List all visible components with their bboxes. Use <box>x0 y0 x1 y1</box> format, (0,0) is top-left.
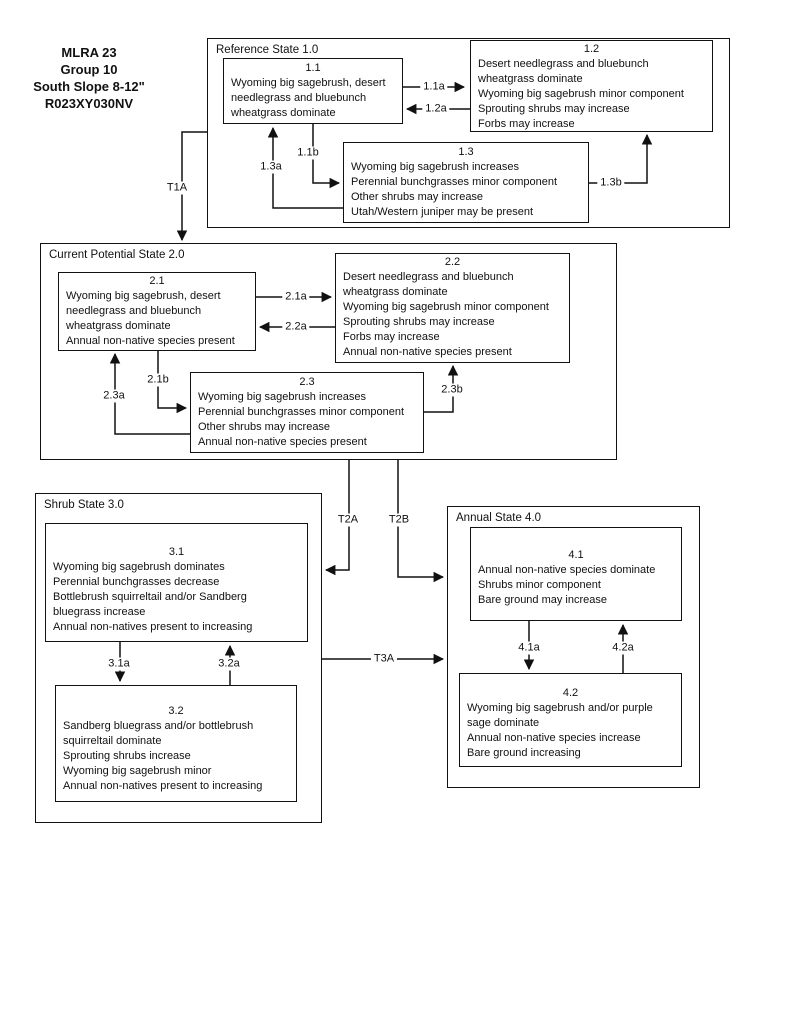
title-line-site-id: R023XY030NV <box>44 96 134 111</box>
state-label-current-potential: Current Potential State 2.0 <box>49 249 185 261</box>
transition-label-3-2a: 3.2a <box>215 658 242 671</box>
transition-label-2-1a: 2.1a <box>282 291 309 304</box>
community-box-1-1 <box>223 58 403 124</box>
box-title-4-2: 4.2 <box>562 687 579 699</box>
box-lines-2-2: Desert needlegrass and bluebunch wheatgrass dominate Wyoming big sagebrush minor component Sprouting shrubs may increase Forbs may increase Annual non-native species present <box>343 271 549 358</box>
box-lines-2-1: Wyoming big sagebrush, desert needlegrass and bluebunch wheatgrass dominate Annual non-native species present <box>66 290 235 347</box>
box-lines-1-1: Wyoming big sagebrush, desert needlegrass and bluebunch wheatgrass dominate <box>231 77 386 119</box>
transition-label-2-3a: 2.3a <box>100 390 127 403</box>
box-lines-3-2: Sandberg bluegrass and/or bottlebrush squirreltail dominate Sprouting shrubs increase Wyoming big sagebrush minor Annual non-natives present to increasing <box>63 720 263 792</box>
transition-label-2-3b: 2.3b <box>438 384 465 397</box>
site-title-block <box>14 44 164 112</box>
title-line-slope: South Slope 8-12" <box>33 79 145 94</box>
state-label-reference: Reference State 1.0 <box>216 44 319 56</box>
box-lines-1-2: Desert needlegrass and bluebunch wheatgrass dominate Wyoming big sagebrush minor component Sprouting shrubs may increase Forbs may increase <box>478 58 684 130</box>
community-box-4-1 <box>470 527 682 621</box>
box-lines-3-1: Wyoming big sagebrush dominates Perennial bunchgrasses decrease Bottlebrush squirreltail and/or Sandberg bluegrass increase Annual non-natives present to increasing <box>53 561 253 633</box>
transition-label-t2a: T2A <box>335 514 361 527</box>
box-title-2-2: 2.2 <box>444 256 461 268</box>
community-box-3-1 <box>45 523 308 642</box>
transition-label-2-1b: 2.1b <box>144 374 171 387</box>
box-title-1-1: 1.1 <box>305 62 321 74</box>
transition-label-t1a: T1A <box>164 182 190 195</box>
state-label-annual: Annual State 4.0 <box>456 512 542 524</box>
transition-label-1-1b: 1.1b <box>294 147 321 160</box>
transition-label-1-3b: 1.3b <box>597 177 624 190</box>
community-box-4-2 <box>459 673 682 767</box>
transition-label-t3a: T3A <box>371 653 397 666</box>
community-box-2-2 <box>335 253 570 363</box>
transition-label-t2b: T2B <box>386 514 412 527</box>
title-line-mlra: MLRA 23 <box>61 45 117 60</box>
box-lines-4-1: Annual non-native species dominate Shrubs minor component Bare ground may increase <box>478 564 656 606</box>
box-lines-4-2: Wyoming big sagebrush and/or purple sage dominate Annual non-native species increase Bare ground increasing <box>467 702 653 759</box>
transition-label-2-2a: 2.2a <box>282 321 309 334</box>
transition-label-4-2a: 4.2a <box>609 642 636 655</box>
box-lines-1-3: Wyoming big sagebrush increases Perennial bunchgrasses minor component Other shrubs may increase Utah/Western juniper may be present <box>351 161 558 218</box>
box-title-3-2: 3.2 <box>168 705 184 717</box>
community-box-2-1 <box>58 272 256 351</box>
box-title-2-1: 2.1 <box>149 275 165 287</box>
community-box-2-3 <box>190 372 424 453</box>
box-title-1-3: 1.3 <box>458 146 474 158</box>
state-label-shrub: Shrub State 3.0 <box>44 499 124 511</box>
transition-label-3-1a: 3.1a <box>105 658 132 671</box>
community-box-1-2 <box>470 40 713 132</box>
box-title-2-3: 2.3 <box>299 376 315 388</box>
transition-label-1-3a: 1.3a <box>257 161 284 174</box>
box-title-3-1: 3.1 <box>168 546 185 558</box>
box-title-1-2: 1.2 <box>583 43 600 55</box>
transition-label-1-1a: 1.1a <box>420 81 447 94</box>
title-line-group: Group 10 <box>60 62 118 77</box>
transition-label-1-2a: 1.2a <box>422 103 449 116</box>
box-title-4-1: 4.1 <box>568 549 584 561</box>
transition-label-4-1a: 4.1a <box>515 642 542 655</box>
community-box-3-2 <box>55 685 297 802</box>
community-box-1-3 <box>343 142 589 223</box>
box-lines-2-3: Wyoming big sagebrush increases Perennial bunchgrasses minor component Other shrubs may increase Annual non-native species present <box>198 391 405 448</box>
